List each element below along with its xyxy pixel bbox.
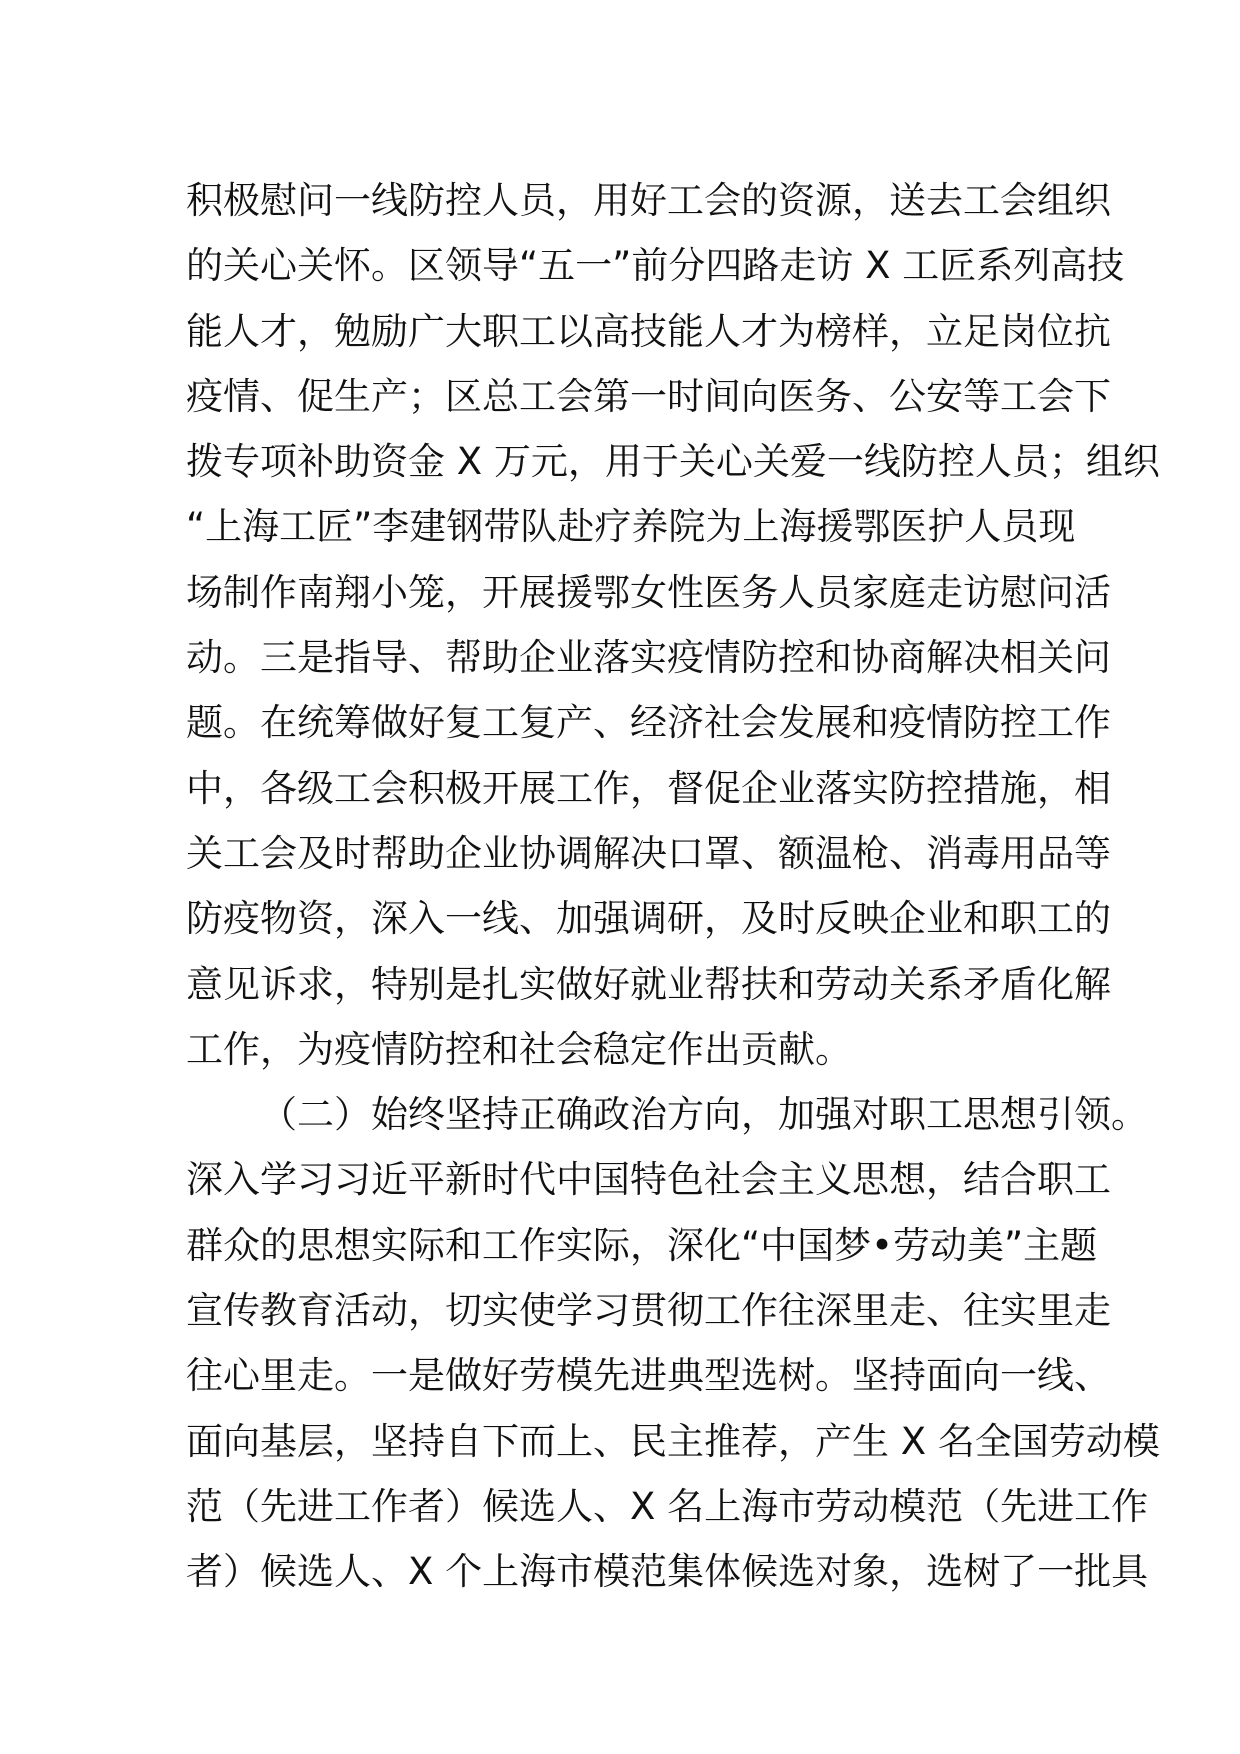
text-line: 者）候选人、X 个上海市模范集体候选对象，选树了一批具 [186,1550,1149,1594]
text-line: 范（先进工作者）候选人、X 名上海市劳动模范（先进工作 [186,1484,1149,1528]
text-line: 群众的思想实际和工作实际，深化“中国梦•劳动美”主题 [186,1223,1098,1267]
text-line: 能人才，勉励广大职工以高技能人才为榜样，立足岗位抗 [186,309,1111,353]
text-line: 动。三是指导、帮助企业落实疫情防控和协商解决相关问 [186,636,1111,680]
text-line: 场制作南翔小笼，开展援鄂女性医务人员家庭走访慰问活 [186,570,1111,614]
text-line: 积极慰问一线防控人员，用好工会的资源，送去工会组织 [186,179,1111,222]
text-line: 防疫物资，深入一线、加强调研，及时反映企业和职工的 [186,897,1111,941]
text-line: 疫情、促生产；区总工会第一时间向医务、公安等工会下 [186,374,1111,418]
text-line: 深入学习习近平新时代中国特色社会主义思想，结合职工 [186,1158,1111,1202]
text-line: 的关心关怀。区领导“五一”前分四路走访 X 工匠系列高技 [186,244,1125,288]
text-line: 拨专项补助资金 X 万元，用于关心关爱一线防控人员；组织 [186,440,1160,484]
text-line: 意见诉求，特别是扎实做好就业帮扶和劳动关系矛盾化解 [186,962,1111,1006]
text-line: 中，各级工会积极开展工作，督促企业落实防控措施，相 [186,766,1111,810]
body-text [186,168,1160,1605]
paragraph-end-line: 工作，为疫情防控和社会稳定作出贡献。 [186,1027,852,1071]
text-line: 关工会及时帮助企业协调解决口罩、额温枪、消毒用品等 [186,831,1111,875]
section-heading-line: （二）始终坚持正确政治方向，加强对职工思想引领。 [260,1093,1148,1137]
text-line: 宣传教育活动，切实使学习贯彻工作往深里走、往实里走 [186,1289,1111,1333]
text-line: “上海工匠”李建钢带队赴疗养院为上海援鄂医护人员现 [186,505,1076,549]
text-line: 题。在统筹做好复工复产、经济社会发展和疫情防控工作 [186,701,1111,745]
text-line: 往心里走。一是做好劳模先进典型选树。坚持面向一线、 [186,1354,1111,1398]
text-line: 面向基层，坚持自下而上、民主推荐，产生 X 名全国劳动模 [186,1419,1160,1463]
